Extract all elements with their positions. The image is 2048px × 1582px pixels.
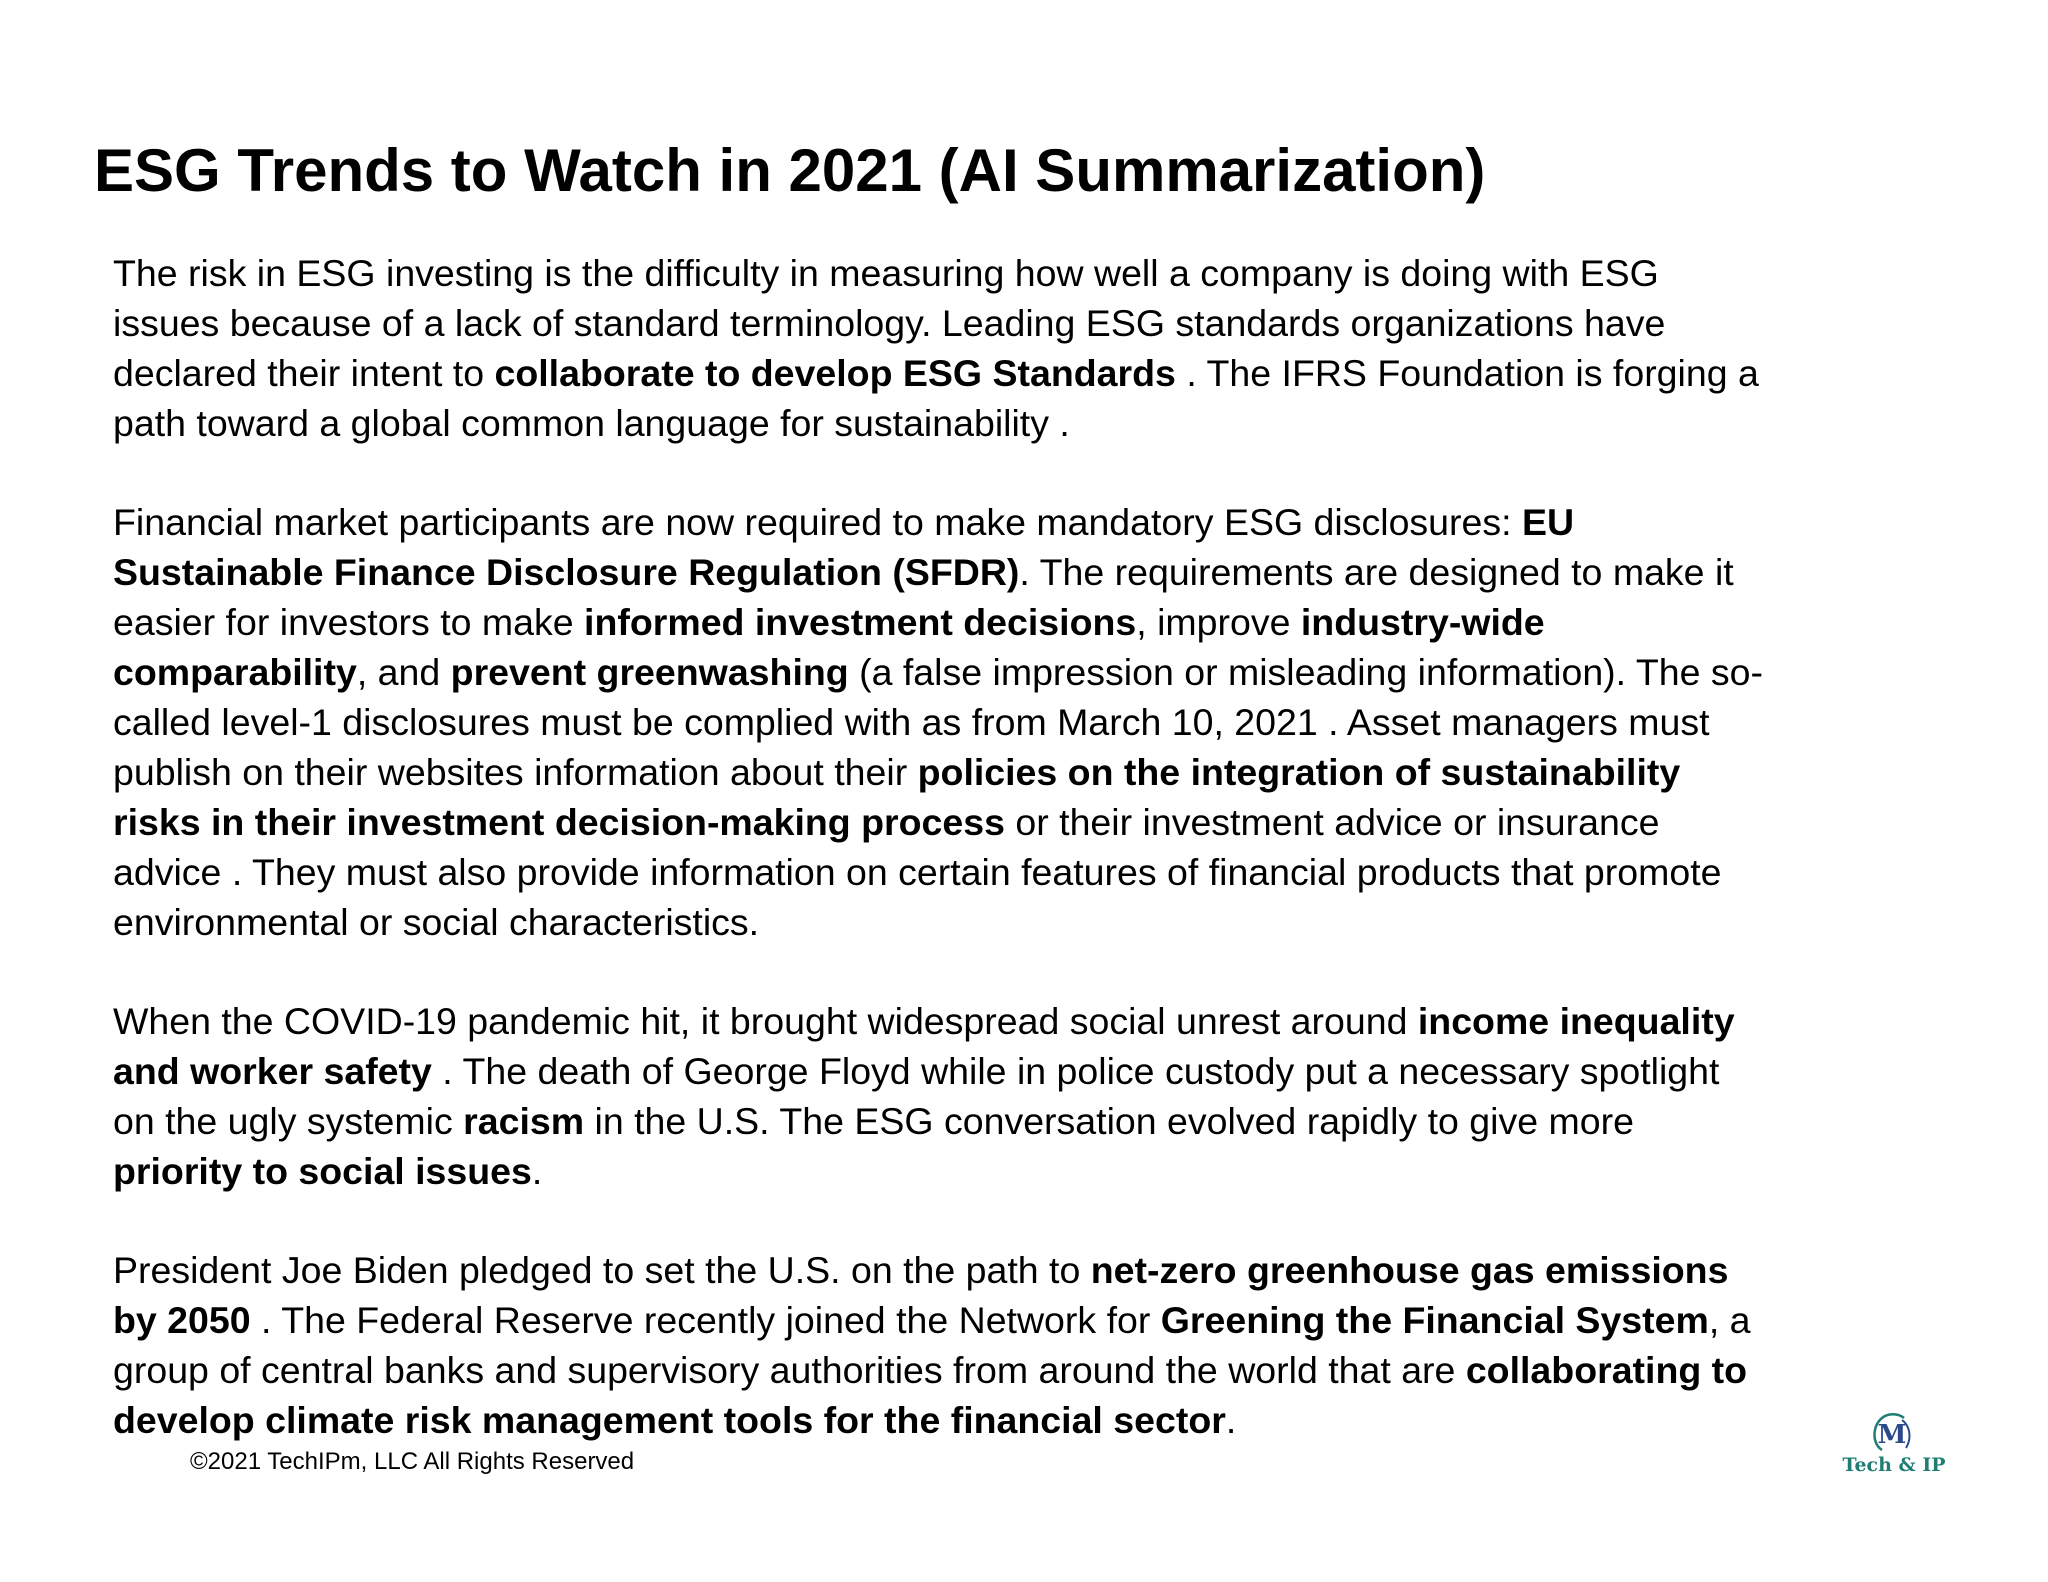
- text-run: . The requirements are designed to make it easier for investors to make: [113, 551, 1734, 643]
- paragraph-3: [113, 996, 1993, 1196]
- copyright-footer: ©2021 TechIPm, LLC All Rights Reserved: [190, 1448, 635, 1475]
- text-run: When the COVID-19 pandemic hit, it brought widespread social unrest around: [113, 1000, 1418, 1042]
- body-text: [113, 248, 1993, 1494]
- text-run: or their investment advice or insurance advice . They must also provide information on certain features of financial products that promote environmental or social characteristics.: [113, 801, 1722, 943]
- logo-mark-letter: M: [1877, 1420, 1907, 1450]
- bold-phrase: policies on the integration of sustainability risks in their investment decision-making process: [113, 751, 1681, 843]
- text-run: , improve: [1136, 601, 1301, 643]
- paragraph-1: [113, 248, 1993, 448]
- bold-phrase: net-zero greenhouse gas emissions by 2050: [113, 1249, 1729, 1341]
- bold-phrase: industry-wide comparability: [113, 601, 1545, 693]
- bold-phrase: prevent greenwashing: [450, 651, 849, 693]
- bold-phrase: priority to social issues: [113, 1150, 532, 1192]
- text-run: .: [1225, 1399, 1237, 1441]
- logo-text: Tech & IP: [1842, 1454, 1946, 1476]
- text-run: . The IFRS Foundation is forging a path toward a global common language for sustainability .: [113, 352, 1759, 444]
- paragraph-4: [113, 1245, 1993, 1445]
- bold-phrase: collaborate to develop ESG Standards: [494, 352, 1176, 394]
- text-run: , and: [356, 651, 451, 693]
- bold-phrase: EU Sustainable Finance Disclosure Regulation (SFDR): [113, 501, 1575, 593]
- bold-phrase: Greening the Financial System: [1160, 1299, 1709, 1341]
- techipm-logo-icon: [1868, 1410, 1916, 1454]
- company-logo: [1832, 1410, 1956, 1480]
- text-run: in the U.S. The ESG conversation evolved rapidly to give more: [594, 1100, 1634, 1142]
- text-run: , a group of central banks and supervisory authorities from around the world that are: [113, 1299, 1751, 1391]
- bold-phrase: informed investment decisions: [584, 601, 1137, 643]
- text-run: Financial market participants are now required to make mandatory ESG disclosures:: [113, 501, 1522, 543]
- text-run: The risk in ESG investing is the difficulty in measuring how well a company is doing with ESG issues because of a lack of standard terminology. Leading ESG standards organizations have declared their intent to: [113, 252, 1666, 394]
- bold-phrase: racism: [463, 1100, 585, 1142]
- text-run: (a false impression or misleading information). The so- called level-1 disclosures must be complied with as from March 10, 2021 . Asset managers must publish on their websites information about their: [113, 651, 1763, 793]
- paragraph-2: [113, 497, 1993, 947]
- bold-phrase: income inequality and worker safety: [113, 1000, 1735, 1092]
- page-title: ESG Trends to Watch in 2021 (AI Summarization): [94, 137, 1486, 204]
- text-run: President Joe Biden pledged to set the U.S. on the path to: [113, 1249, 1091, 1291]
- bold-phrase: collaborating to develop climate risk management tools for the financial sector: [113, 1349, 1748, 1441]
- text-run: . The Federal Reserve recently joined the Network for: [250, 1299, 1161, 1341]
- text-run: . The death of George Floyd while in police custody put a necessary spotlight on the ugly systemic: [113, 1050, 1720, 1142]
- text-run: .: [531, 1150, 543, 1192]
